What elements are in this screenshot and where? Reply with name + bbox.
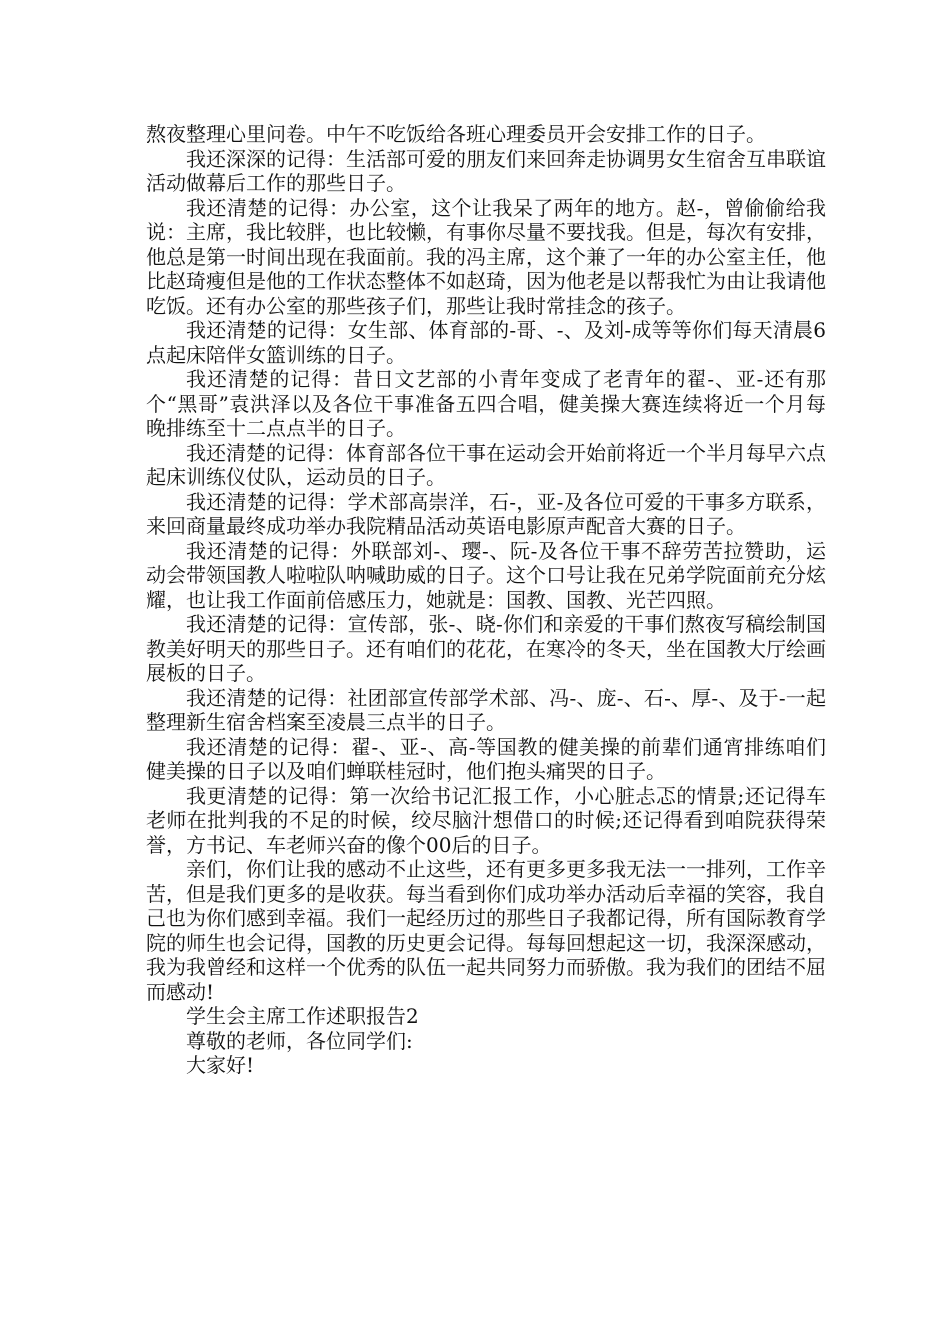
salutation: 尊敬的老师，各位同学们: [186, 1028, 413, 1053]
paragraph: 我还深深的记得：生活部可爱的朋友们来回奔走协调男女生宿舍互串联谊活动做幕后工作的那些日子。 [146, 146, 826, 195]
paragraph: 我还清楚的记得：社团部宣传部学术部、冯-、庞-、石-、厚-、及于-一起整理新生宿舍档案至凌晨三点半的日子。 [146, 685, 826, 734]
paragraph: 我还清楚的记得：女生部、体育部的-哥、-、及刘-成等等你们每天清晨6点起床陪伴女篮训练的日子。 [146, 318, 826, 367]
paragraph: 我还清楚的记得：学术部高崇洋，石-，亚-及各位可爱的干事多方联系，来回商量最终成功举办我院精品活动英语电影原声配音大赛的日子。 [146, 489, 826, 538]
paragraph: 熬夜整理心里问卷。中午不吃饭给各班心理委员开会安排工作的日子。 [146, 122, 766, 146]
greeting: 大家好! [186, 1053, 255, 1077]
paragraph: 我更清楚的记得：第一次给书记汇报工作，小心脏忐忑的情景;还记得车老师在批判我的不足的时候，绞尽脑汁想借口的时候;还记得看到咱院获得荣誉，方书记、车老师兴奋的像个00后的日子。 [146, 783, 826, 857]
document-page [146, 122, 826, 1078]
paragraph: 我还清楚的记得：翟-、亚-、高-等国教的健美操的前辈们通宵排练咱们健美操的日子以及咱们蝉联桂冠时，他们抱头痛哭的日子。 [146, 734, 826, 783]
paragraph: 亲们，你们让我的感动不止这些，还有更多更多我无法一一排列，工作辛苦，但是我们更多的是收获。每当看到你们成功举办活动后幸福的笑容，我自己也为你们感到幸福。我们一起经历过的那些日子我都记得，所有国际教育学院的师生也会记得，国教的历史更会记得。每每回想起这一切，我深深感动，我为我曾经和这样一个优秀的队伍一起共同努力而骄傲。我为我们的团结不屈而感动! [146, 857, 826, 1004]
paragraph: 我还清楚的记得：外联部刘-、璎-、阮-及各位干事不辞劳苦拉赞助，运动会带领国教人啦啦队呐喊助威的日子。这个口号让我在兄弟学院面前充分炫耀，也让我工作面前倍感压力，她就是：国教、国教、光芒四照。 [146, 538, 826, 612]
section-title: 学生会主席工作述职报告2 [186, 1004, 419, 1028]
paragraph: 我还清楚的记得：昔日文艺部的小青年变成了老青年的翟-、亚-还有那个“黑哥”袁洪泽以及各位干事准备五四合唱，健美操大赛连续将近一个月每晚排练至十二点点半的日子。 [146, 367, 826, 440]
paragraph: 我还清楚的记得：体育部各位干事在运动会开始前将近一个半月每早六点起床训练仪仗队，运动员的日子。 [146, 440, 826, 489]
paragraph: 我还清楚的记得：办公室，这个让我呆了两年的地方。赵-，曾偷偷给我说：主席，我比较胖，也比较懒，有事你尽量不要找我。但是，每次有安排，他总是第一时间出现在我面前。我的冯主席，这个兼了一年的办公室主任，他比赵琦瘦但是他的工作状态整体不如赵琦，因为他老是以帮我忙为由让我请他吃饭。还有办公室的那些孩子们，那些让我时常挂念的孩子。 [146, 195, 826, 318]
paragraph: 我还清楚的记得：宣传部，张-、晓-你们和亲爱的干事们熬夜写稿绘制国教美好明天的那些日子。还有咱们的花花，在寒冷的冬天，坐在国教大厅绘画展板的日子。 [146, 612, 826, 685]
